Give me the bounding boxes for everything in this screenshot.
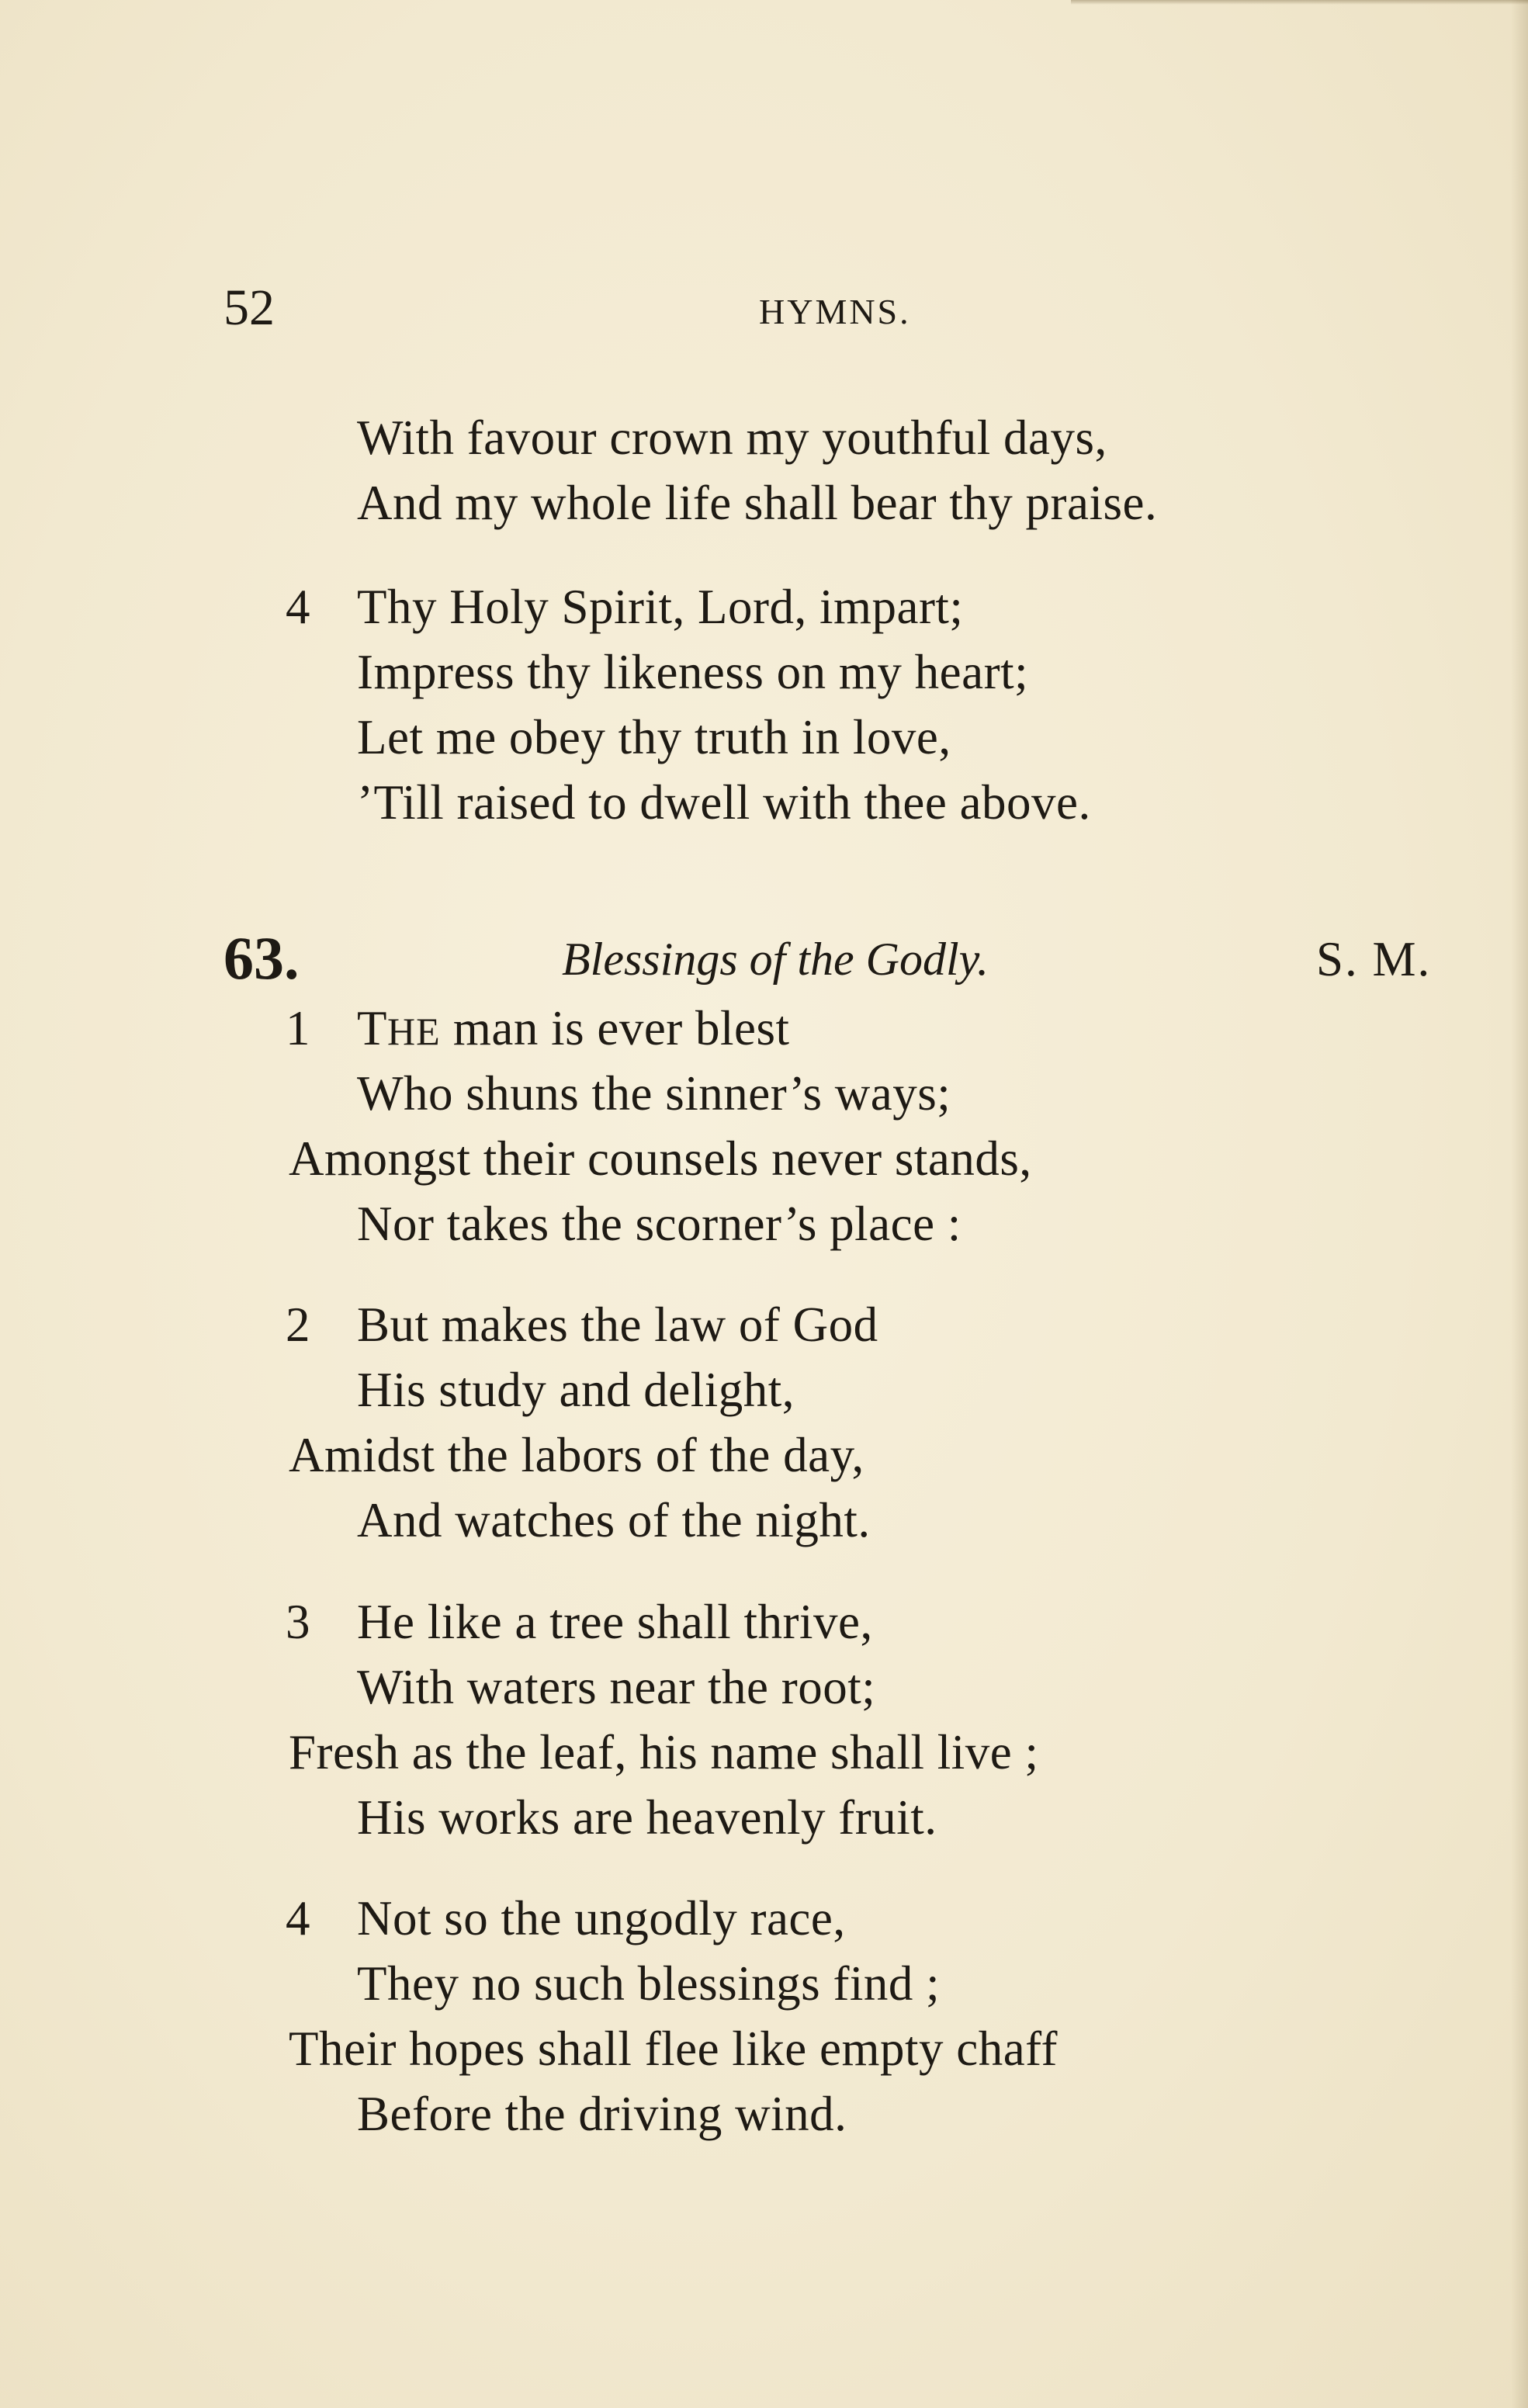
verse-line: Who shuns the sinner’s ways; xyxy=(357,1066,951,1121)
verse-line: With waters near the root; xyxy=(357,1660,876,1714)
page-top-edge xyxy=(1071,0,1528,5)
verse-line: He like a tree shall thrive, xyxy=(357,1595,873,1649)
verse-line: Amongst their counsels never stands, xyxy=(289,1131,1032,1186)
verse-number: 3 xyxy=(286,1595,310,1649)
continuation-line: And my whole life shall bear thy praise. xyxy=(357,476,1158,530)
hymn-heading xyxy=(223,923,1465,993)
verse-line: Before the driving wind. xyxy=(357,2087,847,2141)
verse-line: Amidst the labors of the day, xyxy=(289,1428,864,1482)
verse-number: 1 xyxy=(286,1001,310,1055)
verse-line: Not so the ungodly race, xyxy=(357,1891,846,1945)
verse-line: Their hopes shall flee like empty chaff xyxy=(289,2022,1058,2076)
verse-line: They no such blessings find ; xyxy=(357,1956,941,2011)
drop-word-rest: HE xyxy=(386,1010,441,1053)
verse-line: ’Till raised to dwell with thee above. xyxy=(357,775,1091,830)
hymn-title: Blessings of the Godly. xyxy=(562,934,989,985)
continuation-line: With favour crown my youthful days, xyxy=(357,411,1107,465)
running-title: HYMNS. xyxy=(759,292,911,331)
verse-line: Nor takes the scorner’s place : xyxy=(357,1197,961,1251)
hymn-number: 63. xyxy=(223,924,300,992)
verse-number: 4 xyxy=(286,1891,310,1945)
verse-number: 2 xyxy=(286,1298,310,1352)
verse-line: Let me obey thy truth in love, xyxy=(357,710,951,764)
hymn-meter: S. M. xyxy=(1316,932,1432,986)
running-head xyxy=(223,273,1388,343)
verse-line: His works are heavenly fruit. xyxy=(357,1790,937,1845)
drop-word-head: T xyxy=(357,1001,387,1055)
verse-number: 4 xyxy=(286,580,310,634)
verse-line: His study and delight, xyxy=(357,1363,795,1417)
verse-line: Fresh as the leaf, his name shall live ; xyxy=(289,1725,1039,1779)
verse-line: Thy Holy Spirit, Lord, impart; xyxy=(357,580,964,634)
page-number: 52 xyxy=(223,279,275,336)
verse-line-rest: man is ever blest xyxy=(440,1001,790,1055)
verse-line: But makes the law of God xyxy=(357,1298,878,1352)
verse-line: Impress thy likeness on my heart; xyxy=(357,645,1029,699)
verse-line: And watches of the night. xyxy=(357,1493,871,1547)
page-edge-shadow xyxy=(1511,0,1528,2408)
verse-line xyxy=(357,996,790,1064)
